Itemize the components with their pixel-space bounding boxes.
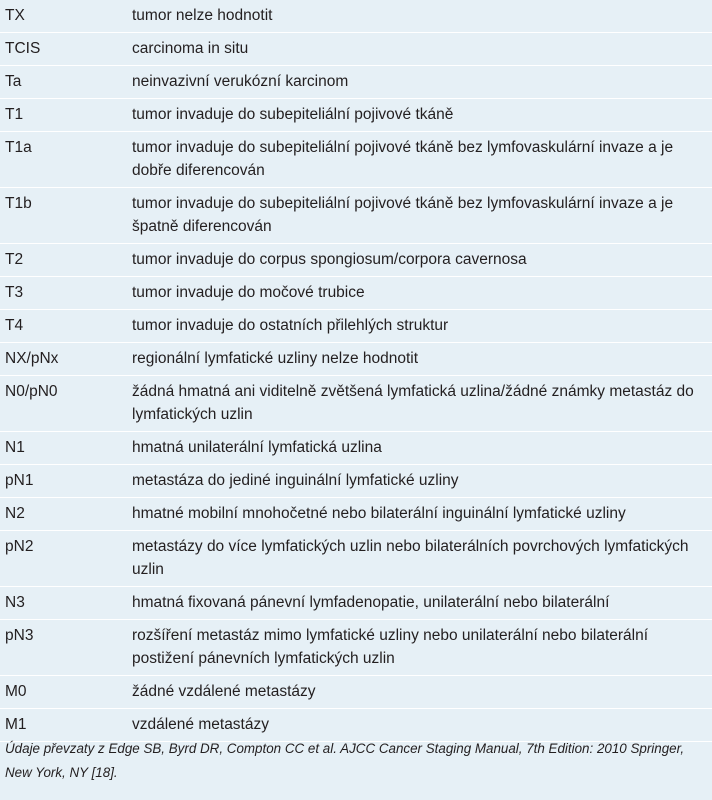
table-row — [0, 33, 712, 66]
stage-code: M1 — [5, 716, 27, 733]
stage-description: carcinoma in situ — [132, 40, 249, 57]
stage-code: M0 — [5, 683, 27, 700]
stage-description: hmatná unilaterální lymfatická uzlina — [132, 439, 382, 456]
stage-code: N1 — [5, 439, 25, 456]
stage-description: tumor nelze hodnotit — [132, 7, 273, 24]
stage-description: žádné vzdálené metastázy — [132, 683, 316, 700]
stage-description: vzdálené metastázy — [132, 716, 269, 733]
stage-description: hmatné mobilní mnohočetné nebo bilaterální inguinální lymfatické uzliny — [132, 505, 626, 522]
stage-description: regionální lymfatické uzliny nelze hodnotit — [132, 350, 419, 367]
stage-code: N3 — [5, 594, 25, 611]
stage-code: T1b — [5, 195, 32, 212]
table-row — [0, 620, 712, 676]
stage-code: T4 — [5, 317, 24, 334]
table-row — [0, 310, 712, 343]
stage-code: pN3 — [5, 627, 34, 644]
stage-code: TX — [5, 7, 25, 24]
stage-code: N0/pN0 — [5, 383, 58, 400]
table-row — [0, 343, 712, 376]
stage-code: T3 — [5, 284, 24, 301]
table-row — [0, 676, 712, 709]
source-footnote: Údaje převzaty z Edge SB, Byrd DR, Compton CC et al. AJCC Cancer Staging Manual, 7th Edition: 2010 Springer, New York, NY [18]. — [5, 741, 685, 780]
stage-code: pN2 — [5, 538, 34, 555]
stage-description: neinvazivní verukózní karcinom — [132, 73, 349, 90]
table-row — [0, 432, 712, 465]
stage-code: NX/pNx — [5, 350, 59, 367]
table-row — [0, 531, 712, 587]
stage-description: tumor invaduje do subepiteliální pojivové tkáně bez lymfovaskulární invaze a je špatně diferencován — [132, 195, 674, 235]
stage-description: metastáza do jediné inguinální lymfatické uzliny — [132, 472, 459, 489]
stage-code: pN1 — [5, 472, 34, 489]
table-row — [0, 99, 712, 132]
table-row — [0, 376, 712, 432]
table-row — [0, 587, 712, 620]
stage-description: hmatná fixovaná pánevní lymfadenopatie, unilaterální nebo bilaterální — [132, 594, 610, 611]
stage-description: tumor invaduje do subepiteliální pojivové tkáně bez lymfovaskulární invaze a je dobře diferencován — [132, 139, 674, 179]
stage-description: žádná hmatná ani viditelně zvětšená lymfatická uzlina/žádné známky metastáz do lymfatických uzlin — [132, 383, 694, 423]
stage-description: tumor invaduje do močové trubice — [132, 284, 365, 301]
table-row — [0, 244, 712, 277]
stage-description: metastázy do více lymfatických uzlin nebo bilaterálních povrchových lymfatických uzlin — [132, 538, 689, 578]
stage-description: rozšíření metastáz mimo lymfatické uzliny nebo unilaterální nebo bilaterální postižení pánevních lymfatických uzlin — [132, 627, 649, 667]
stage-code: Ta — [5, 73, 22, 90]
stage-description: tumor invaduje do ostatních přilehlých struktur — [132, 317, 449, 334]
stage-code: N2 — [5, 505, 25, 522]
stage-description: tumor invaduje do corpus spongiosum/corpora cavernosa — [132, 251, 527, 268]
stage-code: T1a — [5, 139, 32, 156]
stage-code: TCIS — [5, 40, 41, 57]
table-row — [0, 465, 712, 498]
table-row — [0, 498, 712, 531]
stage-description: tumor invaduje do subepiteliální pojivové tkáně — [132, 106, 454, 123]
stage-code: T1 — [5, 106, 24, 123]
table-row — [0, 188, 712, 244]
table-row — [0, 277, 712, 310]
table-row — [0, 132, 712, 188]
table-row — [0, 0, 712, 33]
stage-code: T2 — [5, 251, 24, 268]
table-row — [0, 66, 712, 99]
